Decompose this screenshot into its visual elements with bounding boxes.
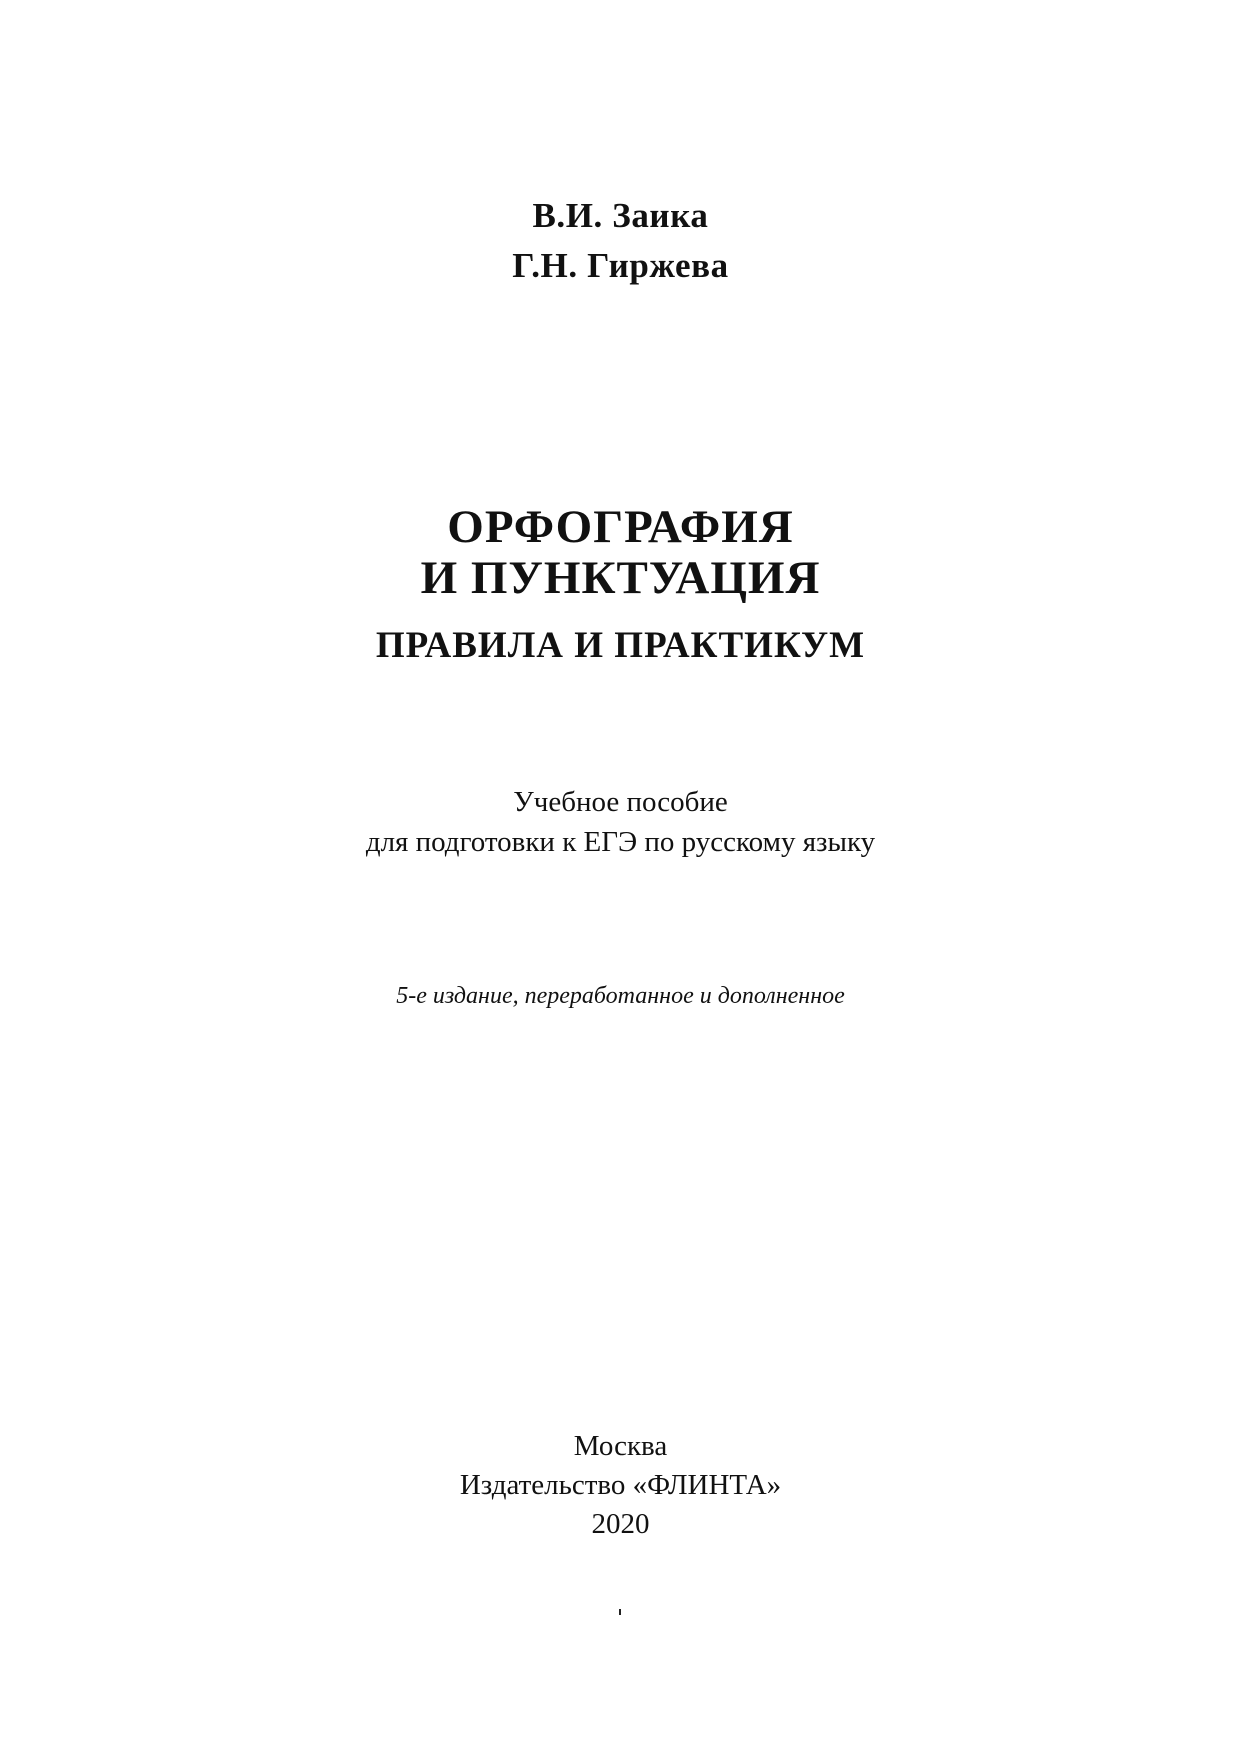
edition-note: 5-е издание, переработанное и дополненное xyxy=(396,983,845,1009)
author-1: В.И. Заика xyxy=(532,196,709,235)
imprint-city: Москва xyxy=(573,1430,668,1462)
imprint-year: 2020 xyxy=(591,1508,650,1540)
imprint-publisher: Издательство «ФЛИНТА» xyxy=(459,1469,782,1501)
book-subtitle: ПРАВИЛА И ПРАКТИКУМ xyxy=(375,625,866,666)
book-title-line-1: ОРФОГРАФИЯ xyxy=(447,501,794,553)
description-line-2: для подготовки к ЕГЭ по русскому языку xyxy=(365,826,876,858)
book-title-line-2: И ПУНКТУАЦИЯ xyxy=(420,552,821,604)
description-line-1: Учебное пособие xyxy=(513,786,728,818)
author-2: Г.Н. Гиржева xyxy=(512,246,729,285)
scan-mark xyxy=(619,1609,621,1615)
